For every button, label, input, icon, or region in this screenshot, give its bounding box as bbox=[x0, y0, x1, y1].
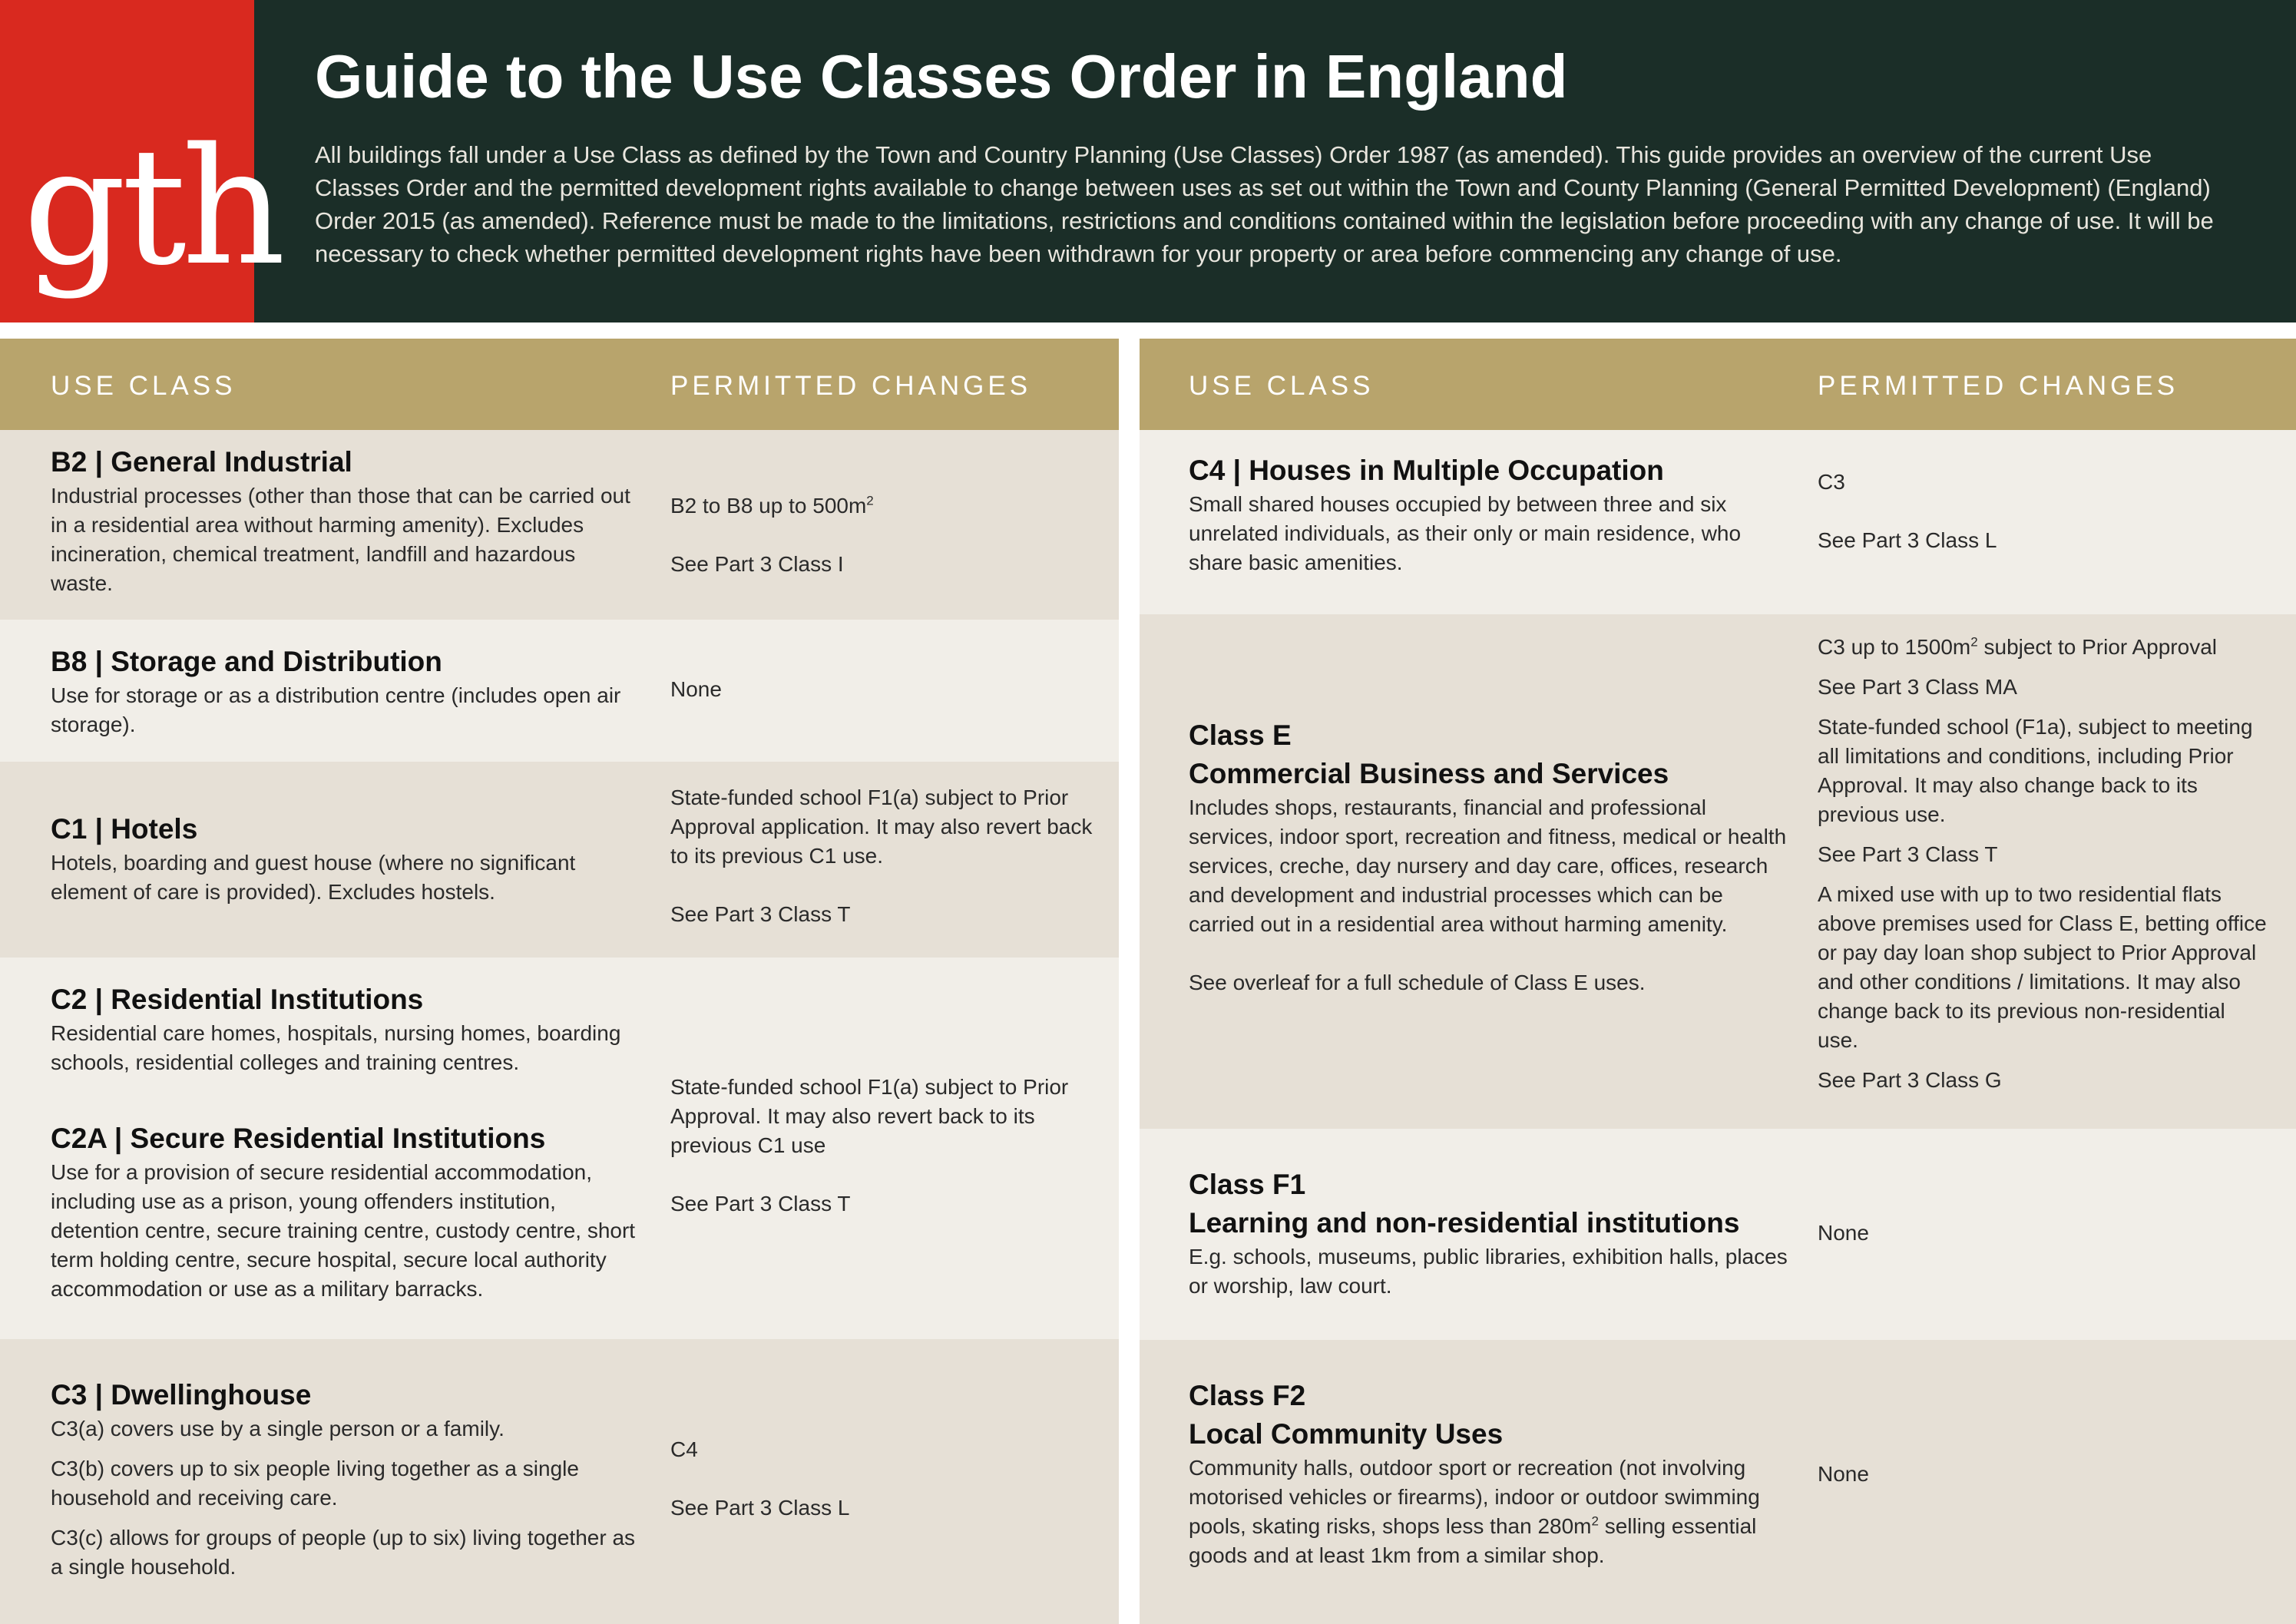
page-header bbox=[0, 0, 2296, 322]
row-c4 bbox=[1140, 430, 2296, 614]
page-title: Guide to the Use Classes Order in England bbox=[315, 42, 1568, 111]
row-heading: B2 | General Industrial bbox=[51, 446, 352, 478]
logo-text: gth bbox=[23, 113, 282, 301]
row-heading-title: Learning and non-residential institutions bbox=[1189, 1207, 1740, 1239]
permitted-change: State-funded school (F1a), subject to meeting all limitations and conditions, including Prior Approval. It may also change back to its previous use. bbox=[1818, 715, 2253, 826]
permitted-change: C4 bbox=[670, 1437, 698, 1461]
gth-logo bbox=[0, 0, 282, 322]
row-heading: C4 | Houses in Multiple Occupation bbox=[1189, 455, 1664, 486]
permitted-change-ref: See Part 3 Class T bbox=[670, 902, 851, 926]
row-description-a: C3(a) covers use by a single person or a family. bbox=[51, 1417, 505, 1440]
use-class-header: USE CLASS bbox=[51, 371, 237, 401]
row-description-b: C3(b) covers up to six people living together as a single household and receiving care. bbox=[51, 1457, 579, 1510]
permitted-change: B2 to B8 up to $500m^2$ bbox=[670, 493, 874, 518]
row-c3 bbox=[0, 1339, 1119, 1624]
row-description-secondary: Use for a provision of secure residential accommodation, including use as a prison, young offenders institution, detention centre, secure training centre, custody centre, short term holding centre, secure hospital, secure local authority accommodation or use as a military barracks. bbox=[51, 1160, 636, 1301]
row-b2 bbox=[0, 430, 1119, 620]
row-heading: Class F2 bbox=[1189, 1380, 1306, 1411]
row-class-e bbox=[1140, 614, 2296, 1129]
row-c1 bbox=[0, 762, 1119, 958]
row-heading-title: Commercial Business and Services bbox=[1189, 758, 1669, 789]
row-description: Small shared houses occupied by between three and six unrelated individuals, as their only or main residence, who share basic amenities. bbox=[1189, 492, 1742, 574]
permitted-change: State-funded school F1(a) subject to Prior Approval. It may also revert back to its previous C1 use bbox=[670, 1075, 1069, 1157]
permitted-change-ref: See Part 3 Class MA bbox=[1818, 675, 2017, 699]
permitted-change-ref: See Part 3 Class I bbox=[670, 552, 844, 576]
row-heading: Class E bbox=[1189, 719, 1292, 751]
left-table bbox=[0, 339, 1119, 1624]
permitted-change: State-funded school F1(a) subject to Prior Approval application. It may also revert back to its previous C1 use. bbox=[670, 786, 1093, 868]
row-heading: Class F1 bbox=[1189, 1169, 1306, 1200]
row-b8 bbox=[0, 620, 1119, 762]
permitted-change-ref: See Part 3 Class G bbox=[1818, 1068, 2002, 1092]
row-heading: C2 | Residential Institutions bbox=[51, 984, 424, 1015]
permitted-change: C3 up to $1500m^2$ subject to Prior Approval bbox=[1818, 634, 2217, 659]
use-class-header: USE CLASS bbox=[1189, 371, 1375, 401]
permitted-change-ref: See Part 3 Class L bbox=[670, 1496, 850, 1520]
intro-text: All buildings fall under a Use Class as defined by the Town and Country Planning (Use Classes) Order 1987 (as amended). This guide provides an overview of the current Use Classes Order and the permitted development rights available to change between uses as set out within the Town and County Planning (General Permitted Development) (England) Order 2015 (as amended). Reference must be made to the limitations, restrictions and conditions contained within the legislation before proceeding with any change of use. It will be necessary to check whether permitted development rights have been withdrawn for your property or area before commencing any change of use. bbox=[315, 141, 2214, 267]
permitted-change: C3 bbox=[1818, 470, 1845, 494]
row-heading-title: Local Community Uses bbox=[1189, 1418, 1504, 1450]
permitted-change: A mixed use with up to two residential flats above premises used for Class E, betting office or pay day loan shop subject to Prior Approval and other conditions / limitations. It may also change back to its previous non-residential use. bbox=[1818, 882, 2267, 1052]
permitted-change-ref: See Part 3 Class T bbox=[670, 1192, 851, 1216]
row-class-f2 bbox=[1140, 1340, 2296, 1624]
left-column-header bbox=[0, 339, 1119, 430]
row-description: E.g. schools, museums, public libraries, exhibition halls, places or worship, law court. bbox=[1189, 1245, 1788, 1298]
row-description-c: C3(c) allows for groups of people (up to six) living together as a single household. bbox=[51, 1526, 636, 1579]
right-column-header bbox=[1140, 339, 2296, 430]
permitted-changes-header: PERMITTED CHANGES bbox=[670, 371, 1032, 401]
row-note: See overleaf for a full schedule of Class E uses. bbox=[1189, 971, 1646, 994]
row-description: Use for storage or as a distribution centre (includes open air storage). bbox=[51, 683, 621, 736]
row-description: Community halls, outdoor sport or recreation (not involving motorised vehicles or firearms), indoor or outdoor swimming pools, skating risks, shops less than $280m^2$ selling essential goods and at least 1km from a similar shop. bbox=[1189, 1456, 1760, 1567]
permitted-change: None bbox=[1818, 1462, 1869, 1486]
permitted-change-ref: See Part 3 Class T bbox=[1818, 842, 1998, 866]
row-heading: C3 | Dwellinghouse bbox=[51, 1379, 312, 1411]
row-description: Residential care homes, hospitals, nursing homes, boarding schools, residential colleges and training centres. bbox=[51, 1021, 621, 1074]
right-table bbox=[1140, 339, 2296, 1624]
row-heading-secondary: C2A | Secure Residential Institutions bbox=[51, 1123, 546, 1154]
permitted-change: None bbox=[670, 677, 722, 701]
row-description: Includes shops, restaurants, financial and professional services, indoor sport, recreation and fitness, medical or health services, creche, day nursery and day care, offices, research and development and industrial processes which can be carried out in a residential area without harming amenity. bbox=[1189, 795, 1787, 936]
row-c2 bbox=[0, 958, 1119, 1339]
row-description: Industrial processes (other than those that can be carried out in a residential area without harming amenity). Excludes incineration, chemical treatment, landfill and hazardous waste. bbox=[51, 484, 630, 595]
permitted-changes-header: PERMITTED CHANGES bbox=[1818, 371, 2179, 401]
row-heading: C1 | Hotels bbox=[51, 813, 198, 845]
row-class-f1 bbox=[1140, 1129, 2296, 1340]
row-description: Hotels, boarding and guest house (where no significant element of care is provided). Excludes hostels. bbox=[51, 851, 576, 904]
permitted-change: None bbox=[1818, 1221, 1869, 1245]
row-heading: B8 | Storage and Distribution bbox=[51, 646, 442, 677]
permitted-change-ref: See Part 3 Class L bbox=[1818, 528, 1997, 552]
